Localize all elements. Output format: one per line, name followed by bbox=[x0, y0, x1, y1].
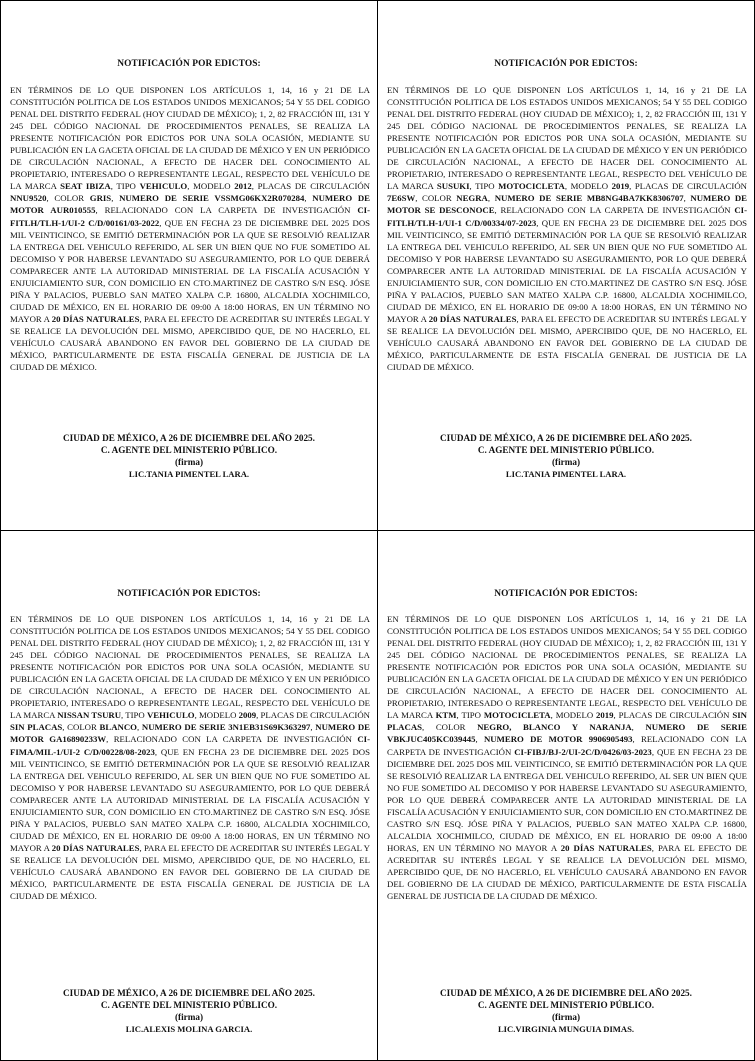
notice-body bbox=[387, 84, 747, 373]
signer-name: LIC.VIRGINIA MUNGUIA DIMAS. bbox=[497, 1024, 635, 1034]
notice-panel bbox=[377, 530, 755, 1061]
body-emphasis: 20 DÍAS NATURALES bbox=[51, 842, 140, 853]
body-emphasis: SEAT IBIZA bbox=[60, 181, 111, 192]
body-text: , TIPO bbox=[469, 181, 499, 192]
body-text: , PLACAS DE CIRCULACIÓN bbox=[256, 710, 370, 721]
body-text: , PARA EL EFECTO DE ACREDITAR SU INTERÉS LEGAL Y SE REALICE LA DEVOLUCIÓN DEL MISMO, APERCIBIDO QUE, DE NO HACERLO, EL VEHÍCULO CAUSARÁ ABANDONO EN FAVOR DEL GOBIERNO DE LA CIUDAD DE MÉXICO, PARTICULARMENTE DE ESTA FISCALÍA GENERAL DE JUSTICIA DE LA CIUDAD DE MÉXICO. bbox=[10, 313, 371, 373]
body-emphasis: CI-FITLH/TLH-1/UI-2 C/D/00161/03-2022 bbox=[10, 205, 370, 228]
body-text: , PLACAS DE CIRCULACIÓN bbox=[251, 181, 370, 192]
role-line: C. AGENTE DEL MINISTERIO PÚBLICO. bbox=[100, 1000, 278, 1010]
body-emphasis: 2009 bbox=[238, 710, 257, 721]
body-text: , PARA EL EFECTO DE ACREDITAR SU INTERÉS LEGAL Y SE REALICE LA DEVOLUCIÓN DEL MISMO, APERCIBIDO QUE, DE NO HACERLO, EL VEHÍCULO CAUSARÁ ABANDONO EN FAVOR DEL GOBIERNO DE LA CIUDAD DE MÉXICO, PARTICULARMENTE DE ESTA FISCALÍA GENERAL DE JUSTICIA DE LA CIUDAD DE MÉXICO. bbox=[387, 842, 747, 902]
body-emphasis: VEHICULO bbox=[146, 710, 195, 721]
body-text: , TIPO bbox=[456, 710, 484, 721]
role-line: C. AGENTE DEL MINISTERIO PÚBLICO. bbox=[100, 445, 278, 455]
body-text: , bbox=[487, 193, 495, 204]
body-emphasis: CI-FITLH/TLH-1/UI-1 C/D/00334/07-2023 bbox=[387, 205, 747, 228]
notice-title: NOTIFICACIÓN POR EDICTOS: bbox=[117, 589, 261, 599]
body-emphasis: VEHICULO bbox=[139, 181, 188, 192]
signer-name: LIC.ALEXIS MOLINA GARCIA. bbox=[125, 1024, 253, 1034]
firma-line: (firma) bbox=[551, 457, 581, 467]
body-emphasis: CI-FIBJ/BJ-2/UI-2C/D/0426/03-2023 bbox=[514, 746, 652, 757]
notice-title: NOTIFICACIÓN POR EDICTOS: bbox=[117, 59, 261, 69]
body-text: , TIPO bbox=[110, 181, 140, 192]
body-text: , PARA EL EFECTO DE ACREDITAR SU INTERÉS LEGAL Y SE REALICE LA DEVOLUCIÓN DEL MISMO, APERCIBIDO QUE, DE NO HACERLO, EL VEHÍCULO CAUSARÁ ABANDONO EN FAVOR DEL GOBIERNO DE LA CIUDAD DE MÉXICO, PARTICULARMENTE DE ESTA FISCALÍA GENERAL DE JUSTICIA DE LA CIUDAD DE MÉXICO. bbox=[387, 313, 748, 373]
body-emphasis: 20 DÍAS NATURALES bbox=[560, 842, 652, 853]
firma-line: (firma) bbox=[551, 1012, 581, 1022]
body-emphasis: NUMERO DE SERIE VSSMG06KX2R070284 bbox=[119, 193, 305, 204]
role-line: C. AGENTE DEL MINISTERIO PÚBLICO. bbox=[477, 445, 655, 455]
body-text: , RELACIONADO CON LA CARPETA DE INVESTIGACIÓN bbox=[95, 205, 358, 216]
body-text: , COLOR bbox=[422, 722, 478, 733]
date-line: CIUDAD DE MÉXICO, A 26 DE DICIEMBRE DEL AÑO 2025. bbox=[63, 433, 315, 443]
body-emphasis: SIN PLACAS bbox=[10, 722, 63, 733]
firma-line: (firma) bbox=[174, 457, 204, 467]
body-text: , TIPO bbox=[121, 710, 147, 721]
body-emphasis: BLANCO bbox=[99, 722, 137, 733]
body-emphasis: CI-FIMA/MIL-1/UI-2 C/D/00228/08-2023 bbox=[10, 734, 370, 757]
body-emphasis: NUMERO DE SERIE MB8NG4BA7KK8306707 bbox=[494, 193, 684, 204]
notice-title: NOTIFICACIÓN POR EDICTOS: bbox=[494, 59, 638, 69]
body-emphasis: NUMERO DE MOTOR 9906905493 bbox=[483, 734, 633, 745]
body-text: EN TÉRMINOS DE LO QUE DISPONEN LOS ARTÍCULOS 1, 14, 16 y 21 DE LA CONSTITUCIÓN POLITICA DE LOS ESTADOS UNIDOS MEXICANOS; 54 Y 55 DEL CODIGO PENAL DEL DISTRITO FEDERAL (HOY CIUDAD DE MÉXICO); 1, 2, 82 FRACCIÓN III, 131 Y 245 DEL CÓDIGO NACIONAL DE PROCEDIMIENTOS PENALES, SE REALIZA LA PRESENTE NOTIFICACIÓN POR EDICTOS POR UNA SOLA OCASIÓN, MEDIANTE SU PUBLICACIÓN EN LA GACETA OFICIAL DE LA CIUDAD DE MÉXICO Y EN UN PERIÓDICO DE CIRCULACIÓN NACIONAL, A EFECTO DE HACER DEL CONOCIMIENTO AL PROPIETARIO, INTERESADO O REPRESENTANTE LEGAL, RESPECTO DEL VEHÍCULO DE LA MARCA bbox=[387, 614, 747, 721]
notice-body bbox=[387, 613, 747, 902]
body-text: , QUE EN FECHA 23 DE DICIEMBRE DEL 2025 DOS MIL VEINTICINCO, SE EMITIÓ DETERMINACIÓN POR LA QUE SE RESOLVIÓ REALIZAR LA ENTREGA DEL VEHICULO REFERIDO, AL SER UN BIEN QUE NO FUE SOMETIDO AL DECOMISO Y POR HABERSE LEVANTADO SU ASEGURAMIENTO, POR LO QUE DEBERÁ COMPARECER ANTE LA AUTORIDAD MINISTERIAL DE LA FISCALÍA ACUSACIÓN Y ENJUICIAMIENTO SUR, CON DOMICILIO EN CTO.MARTINEZ DE CASTRO S/N ESQ. JÓSE PIÑA Y PALACIOS, PUEBLO SAN MATEO XALPA C.P. 16800, ALCALDIA XOCHIMILCO, CIUDAD DE MÉXICO, EN EL HORARIO DE 09:00 A 18:00 HORAS, EN UN TÉRMINO NO MAYOR A bbox=[10, 217, 370, 324]
body-text: , QUE EN FECHA 23 DE DICIEMBRE DEL 2025 DOS MIL VEINTICINCO, SE EMITIÓ DETERMINACIÓN POR LA QUE SE RESOLVIÓ REALIZAR LA ENTREGA DEL VEHICULO REFERIDO, AL SER UN BIEN QUE NO FUE SOMETIDO AL DECOMISO Y POR HABERSE LEVANTADO SU ASEGURAMIENTO, POR LO QUE DEBERÁ COMPARECER ANTE LA AUTORIDAD MINISTERIAL DE LA FISCALÍA ACUSACIÓN Y ENJUICIAMIENTO SUR, CON DOMICILIO EN CTO.MARTINEZ DE CASTRO S/N ESQ. JÓSE PIÑA Y PALACIOS, PUEBLO SAN MATEO XALPA C.P. 16800, ALCALDIA XOCHIMILCO, CIUDAD DE MÉXICO, EN EL HORARIO DE 09:00 A 18:00 HORAS, EN UN TÉRMINO NO MAYOR A bbox=[10, 746, 370, 853]
body-text: , PARA EL EFECTO DE ACREDITAR SU INTERÉS LEGAL Y SE REALICE LA DEVOLUCIÓN DEL MISMO, APERCIBIDO QUE, DE NO HACERLO, EL VEHÍCULO CAUSARÁ ABANDONO EN FAVOR DEL GOBIERNO DE LA CIUDAD DE MÉXICO, PARTICULARMENTE DE ESTA FISCALÍA GENERAL DE JUSTICIA DE LA CIUDAD DE MÉXICO. bbox=[10, 842, 371, 902]
body-text: EN TÉRMINOS DE LO QUE DISPONEN LOS ARTÍCULOS 1, 14, 16 y 21 DE LA CONSTITUCIÓN POLITICA DE LOS ESTADOS UNIDOS MEXICANOS; 54 Y 55 DEL CODIGO PENAL DEL DISTRITO FEDERAL (HOY CIUDAD DE MÉXICO); 1, 2, 82 FRACCIÓN III, 131 Y 245 DEL CÓDIGO NACIONAL DE PROCEDIMIENTOS PENALES, SE REALIZA LA PRESENTE NOTIFICACIÓN POR EDICTOS POR UNA SOLA OCASIÓN, MEDIANTE SU PUBLICACIÓN EN LA GACETA OFICIAL DE LA CIUDAD DE MÉXICO Y EN UN PERIÓDICO DE CIRCULACIÓN NACIONAL, A EFECTO DE HACER DEL CONOCIMIENTO AL PROPIETARIO, INTERESADO O REPRESENTANTE LEGAL, RESPECTO DEL VEHÍCULO DE LA MARCA bbox=[387, 85, 747, 192]
firma-line: (firma) bbox=[174, 1012, 204, 1022]
body-emphasis: NUMERO DE SERIE 3N1EB31S69K363297 bbox=[141, 722, 311, 733]
body-emphasis: NEGRA bbox=[456, 193, 488, 204]
body-emphasis: NUMERO DE MOTOR SE DESCONOCE bbox=[387, 193, 748, 216]
body-emphasis: 2019 bbox=[611, 181, 630, 192]
body-emphasis: 7E6SW bbox=[387, 193, 416, 204]
body-text: , RELACIONADO CON LA CARPETA DE INVESTIGACIÓN bbox=[494, 205, 735, 216]
body-text: , MODELO bbox=[550, 710, 597, 721]
date-line: CIUDAD DE MÉXICO, A 26 DE DICIEMBRE DEL AÑO 2025. bbox=[63, 988, 315, 998]
body-emphasis: 20 DÍAS NATURALES bbox=[428, 313, 517, 324]
notice-panel bbox=[0, 530, 378, 1061]
signer-name: LIC.TANIA PIMENTEL LARA. bbox=[505, 469, 627, 479]
body-text: EN TÉRMINOS DE LO QUE DISPONEN LOS ARTÍCULOS 1, 14, 16 y 21 DE LA CONSTITUCIÓN POLITICA DE LOS ESTADOS UNIDOS MEXICANOS; 54 Y 55 DEL CODIGO PENAL DEL DISTRITO FEDERAL (HOY CIUDAD DE MÉXICO); 1, 2, 82 FRACCIÓN III, 131 Y 245 DEL CÓDIGO NACIONAL DE PROCEDIMIENTOS PENALES, SE REALIZA LA PRESENTE NOTIFICACIÓN POR EDICTOS POR UNA SOLA OCASIÓN, MEDIANTE SU PUBLICACIÓN EN LA GACETA OFICIAL DE LA CIUDAD DE MÉXICO Y EN UN PERIÓDICO DE CIRCULACIÓN NACIONAL, A EFECTO DE HACER DEL CONOCIMIENTO AL PROPIETARIO, INTERESADO O REPRESENTANTE LEGAL, RESPECTO DEL VEHÍCULO DE LA MARCA bbox=[10, 614, 370, 721]
body-text: , QUE EN FECHA 23 DE DICIEMBRE DEL 2025 DOS MIL VEINTICINCO, SE EMITIÓ DETERMINACIÓN POR LA QUE SE RESOLVIÓ REALIZAR LA ENTREGA DEL VEHICULO REFERIDO, AL SER UN BIEN QUE NO FUE SOMETIDO AL DECOMISO Y POR HABERSE LEVANTADO SU ASEGURAMIENTO, POR LO QUE DEBERÁ COMPARECER ANTE LA AUTORIDAD MINISTERIAL DE LA FISCALÍA ACUSACIÓN Y ENJUICIAMIENTO SUR, CON DOMICILIO EN CTO.MARTINEZ DE CASTRO S/N ESQ. JÓSE PIÑA Y PALACIOS, PUEBLO SAN MATEO XALPA C.P. 16800, ALCALDIA XOCHIMILCO, CIUDAD DE MÉXICO, EN EL HORARIO DE 09:00 A 18:00 HORAS, EN UN TÉRMINO NO MAYOR A bbox=[387, 746, 747, 853]
body-text: , bbox=[304, 193, 313, 204]
notice-closing bbox=[1, 987, 377, 1035]
notice-closing bbox=[378, 987, 754, 1035]
notice-body bbox=[10, 84, 370, 373]
date-line: CIUDAD DE MÉXICO, A 26 DE DICIEMBRE DEL AÑO 2025. bbox=[440, 433, 692, 443]
body-text: , bbox=[683, 193, 691, 204]
body-emphasis: MOTOCICLETA bbox=[498, 181, 565, 192]
body-text: , RELACIONADO CON LA CARPETA DE INVESTIGACIÓN bbox=[106, 734, 358, 745]
body-emphasis: GRIS bbox=[89, 193, 112, 204]
notice-panel bbox=[377, 0, 755, 531]
body-text: , QUE EN FECHA 23 DE DICIEMBRE DEL 2025 DOS MIL VEINTICINCO, SE EMITIÓ DETERMINACIÓN POR LA QUE SE RESOLVIÓ REALIZAR LA ENTREGA DEL VEHICULO REFERIDO, AL SER UN BIEN QUE NO FUE SOMETIDO AL DECOMISO Y POR HABERSE LEVANTADO SU ASEGURAMIENTO, POR LO QUE DEBERÁ COMPARECER ANTE LA AUTORIDAD MINISTERIAL DE LA FISCALÍA ACUSACIÓN Y ENJUICIAMIENTO SUR, CON DOMICILIO EN CTO.MARTINEZ DE CASTRO S/N ESQ. JÓSE PIÑA Y PALACIOS, PUEBLO SAN MATEO XALPA C.P. 16800, ALCALDIA XOCHIMILCO, CIUDAD DE MÉXICO, EN EL HORARIO DE 09:00 A 18:00 HORAS, EN UN TÉRMINO NO MAYOR A bbox=[387, 217, 747, 324]
body-text: , bbox=[475, 734, 484, 745]
signer-name: LIC.TANIA PIMENTEL LARA. bbox=[128, 469, 250, 479]
body-text: , bbox=[136, 722, 142, 733]
notice-closing bbox=[378, 432, 754, 480]
body-emphasis: 20 DÍAS NATURALES bbox=[51, 313, 140, 324]
body-emphasis: 2019 bbox=[596, 710, 614, 721]
body-emphasis: NNU9520 bbox=[10, 193, 47, 204]
body-text: , bbox=[111, 193, 120, 204]
body-emphasis: NUMERO DE MOTOR AUR010555 bbox=[10, 193, 371, 216]
notice-title: NOTIFICACIÓN POR EDICTOS: bbox=[494, 589, 638, 599]
body-emphasis: NISSAN TSURU bbox=[57, 710, 122, 721]
body-emphasis: KTM bbox=[435, 710, 457, 721]
date-line: CIUDAD DE MÉXICO, A 26 DE DICIEMBRE DEL AÑO 2025. bbox=[440, 988, 692, 998]
body-text: , RELACIONADO CON LA CARPETA DE INVESTIGACIÓN bbox=[387, 734, 747, 757]
body-emphasis: 2012 bbox=[234, 181, 252, 192]
body-emphasis: NUMERO DE SERIE VBKJUC405KC039445 bbox=[387, 722, 747, 745]
body-text: , COLOR bbox=[46, 193, 90, 204]
body-text: , MODELO bbox=[564, 181, 612, 192]
body-emphasis: SUSUKI bbox=[436, 181, 470, 192]
body-text: , MODELO bbox=[187, 181, 235, 192]
body-text: , COLOR bbox=[62, 722, 100, 733]
body-text: , bbox=[631, 722, 646, 733]
notice-body bbox=[10, 613, 370, 902]
notice-panel bbox=[0, 0, 378, 531]
body-text: , bbox=[310, 722, 316, 733]
body-text: , PLACAS DE CIRCULACIÓN bbox=[613, 710, 733, 721]
body-emphasis: NEGRO, BLANCO Y NARANJA bbox=[477, 722, 632, 733]
body-emphasis: SIN PLACAS bbox=[387, 710, 747, 733]
body-text: EN TÉRMINOS DE LO QUE DISPONEN LOS ARTÍCULOS 1, 14, 16 y 21 DE LA CONSTITUCIÓN POLITICA DE LOS ESTADOS UNIDOS MEXICANOS; 54 Y 55 DEL CODIGO PENAL DEL DISTRITO FEDERAL (HOY CIUDAD DE MÉXICO); 1, 2, 82 FRACCIÓN III, 131 Y 245 DEL CÓDIGO NACIONAL DE PROCEDIMIENTOS PENALES, SE REALIZA LA PRESENTE NOTIFICACIÓN POR EDICTOS POR UNA SOLA OCASIÓN, MEDIANTE SU PUBLICACIÓN EN LA GACETA OFICIAL DE LA CIUDAD DE MÉXICO Y EN UN PERIÓDICO DE CIRCULACIÓN NACIONAL, A EFECTO DE HACER DEL CONOCIMIENTO AL PROPIETARIO, INTERESADO O REPRESENTANTE LEGAL, RESPECTO DEL VEHÍCULO DE LA MARCA bbox=[10, 85, 370, 192]
body-text: , PLACAS DE CIRCULACIÓN bbox=[629, 181, 747, 192]
role-line: C. AGENTE DEL MINISTERIO PÚBLICO. bbox=[477, 1000, 655, 1010]
body-text: , MODELO bbox=[194, 710, 239, 721]
body-emphasis: MOTOCICLETA bbox=[483, 710, 551, 721]
notice-closing bbox=[1, 432, 377, 480]
body-emphasis: NUMERO DE MOTOR GA16890233W bbox=[10, 722, 371, 745]
body-text: , COLOR bbox=[415, 193, 457, 204]
